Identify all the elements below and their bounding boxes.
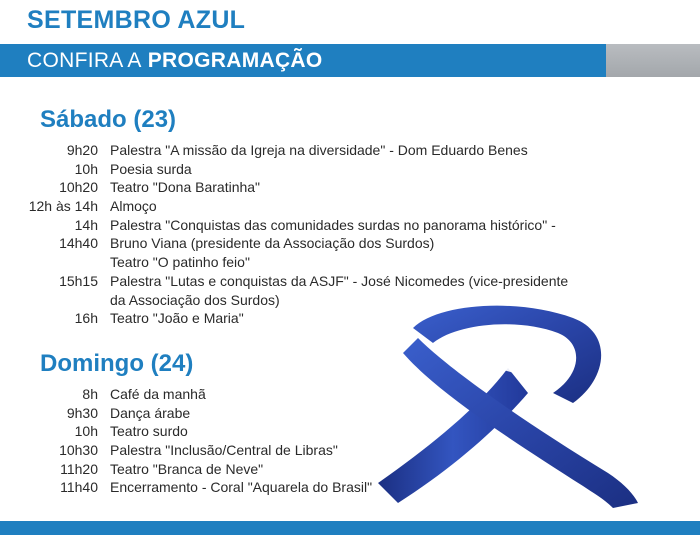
banner-subtitle-regular: CONFIRA A: [27, 48, 142, 72]
banner-gray-block: [606, 44, 700, 77]
schedule-row: [0, 197, 568, 216]
schedule-row: [0, 478, 372, 497]
program-banner: [0, 44, 700, 77]
schedule-time: 14h40: [59, 235, 98, 252]
schedule-description: Palestra "Conquistas das comunidades surdas no panorama histórico" -: [110, 216, 556, 233]
schedule-time: 9h30: [66, 404, 98, 421]
page-title: SETEMBRO AZUL: [27, 6, 246, 34]
schedule-time: 11h40: [60, 479, 98, 496]
sunday-heading: Domingo (24): [40, 350, 194, 377]
schedule-description: Teatro "João e Maria": [110, 310, 244, 327]
sunday-schedule: [0, 385, 372, 497]
schedule-row: [0, 160, 568, 179]
schedule-row: [0, 460, 372, 479]
schedule-time: 16h: [74, 310, 98, 327]
schedule-description: da Associação dos Surdos): [110, 291, 280, 308]
schedule-time: 12h às 14h: [28, 198, 98, 215]
schedule-description: Teatro "O patinho feio": [110, 254, 250, 271]
schedule-time: 15h15: [59, 272, 98, 289]
schedule-time: 11h20: [60, 460, 98, 477]
schedule-description: Teatro "Dona Baratinha": [110, 179, 261, 196]
schedule-description: Dança árabe: [110, 404, 191, 421]
schedule-time: 9h20: [66, 142, 98, 158]
schedule-time: 10h: [74, 160, 98, 177]
schedule-description: Teatro "Branca de Neve": [110, 460, 264, 477]
bottom-bar: [0, 521, 700, 535]
banner-text: [0, 44, 606, 77]
saturday-heading: Sábado (23): [40, 106, 177, 133]
schedule-row: [0, 422, 372, 441]
schedule-description: Palestra "Lutas e conquistas da ASJF" - José Nicomedes (vice-presidente: [110, 272, 569, 289]
schedule-time: 10h: [74, 423, 98, 440]
schedule-description: Bruno Viana (presidente da Associação dos Surdos): [110, 235, 435, 252]
schedule-row: [0, 272, 568, 291]
schedule-row: [0, 178, 568, 197]
blue-awareness-ribbon-icon: [358, 298, 658, 513]
schedule-description: Palestra "Inclusão/Central de Libras": [110, 442, 338, 459]
schedule-row: [0, 385, 372, 404]
schedule-row: [0, 404, 372, 423]
schedule-description: Teatro surdo: [110, 423, 188, 440]
schedule-row: [0, 441, 372, 460]
schedule-row: [0, 234, 568, 253]
schedule-row: [0, 253, 568, 272]
schedule-description: Encerramento - Coral "Aquarela do Brasil": [110, 479, 373, 496]
schedule-time: 14h: [74, 216, 98, 233]
schedule-row: [0, 141, 568, 160]
schedule-description: Almoço: [110, 198, 157, 215]
schedule-description: Poesia surda: [110, 160, 192, 177]
banner-subtitle-bold: PROGRAMAÇÃO: [147, 48, 323, 72]
schedule-description: Café da manhã: [110, 386, 206, 402]
schedule-row: [0, 216, 568, 235]
schedule-description: Palestra "A missão da Igreja na diversidade" - Dom Eduardo Benes: [110, 142, 528, 158]
schedule-time: 8h: [82, 386, 98, 402]
schedule-time: 10h20: [59, 179, 98, 196]
schedule-time: 10h30: [59, 442, 98, 459]
